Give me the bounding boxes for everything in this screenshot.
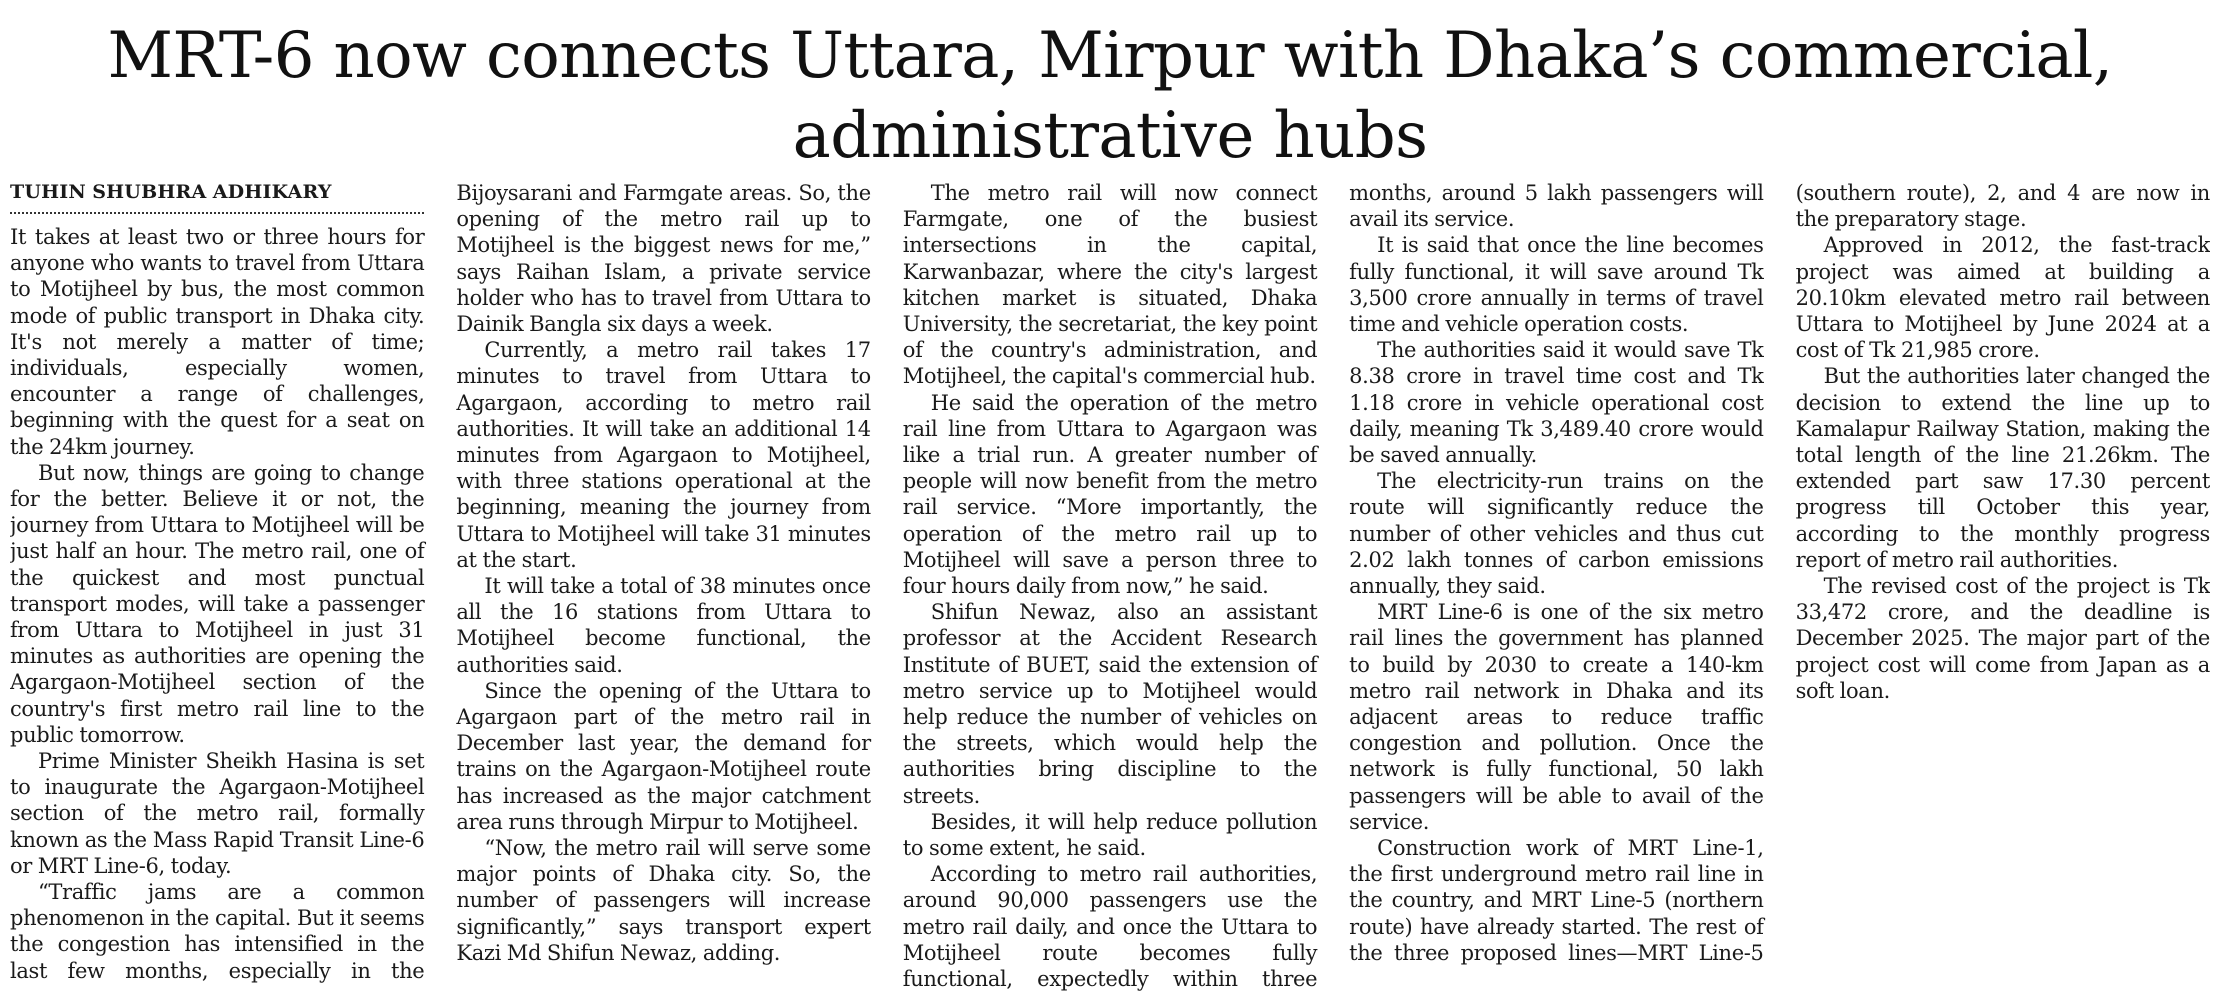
article-headline: MRT-6 now connects Uttara, Mirpur with Dhaka’s commercial, administrative hubs: [107, 19, 2113, 173]
article-body: [10, 180, 2210, 1000]
article-paragraph: Construction work of MRT Line-1, the first underground metro rail line in the country, and MRT Line-5 (northern route) have already started. The rest of the three proposed lines—MRT Line-5 (southern route), 2, and 4 are now in the preparatory stage.: [1349, 181, 2210, 965]
article-paragraph: It will take a total of 38 minutes once all the 16 stations from Uttara to Motijheel become functional, the authorities said.: [456, 574, 871, 677]
article-paragraph: The revised cost of the project is Tk 33,472 crore, and the deadline is December 2025. The major part of the project cost will come from Japan as a soft loan.: [1795, 574, 2210, 703]
article-paragraph: The metro rail will now connect Farmgate, one of the busiest intersections in the capital, Karwanbazar, where the city's largest kitchen market is situated, Dhaka University, the secretariat, the key point of the country's administration, and Motijheel, the capital's commercial hub.: [902, 181, 1318, 389]
article-paragraph: Shifun Newaz, also an assistant professor at the Accident Research Institute of BUET, said the extension of metro service up to Motijheel would help reduce the number of vehicles on the streets, which would help the authorities bring discipline to the streets.: [902, 600, 1318, 808]
article-paragraph: Prime Minister Sheikh Hasina is set to inaugurate the Agargaon-Motijheel section of the metro rail, formally known as the Mass Rapid Transit Line-6 or MRT Line-6, today.: [10, 749, 425, 878]
article-paragraph: “Now, the metro rail will serve some major points of Dhaka city. So, the number of passengers will increase significantly,” says transport expert Kazi Md Shifun Newaz, adding.: [456, 836, 871, 965]
article-paragraph: But the authorities later changed the decision to extend the line up to Kamalapur Railway Station, making the total length of the line 21.26km. The extended part saw 17.30 percent progress till October this year, according to the monthly progress report of metro rail authorities.: [1795, 364, 2210, 572]
article-paragraph: It is said that once the line becomes fully functional, it will save around Tk 3,500 crore annually in terms of travel time and vehicle operation costs.: [1349, 233, 1764, 337]
article-paragraph: He said the operation of the metro rail line from Uttara to Agargaon was like a trial run. A greater number of people will now benefit from the metro rail service. “More importantly, the operation of the metro rail up to Motijheel will save a person three to four hours daily from now,” he said.: [902, 390, 1318, 599]
article-byline: TUHIN SHUBHRA ADHIKARY: [10, 180, 424, 214]
article-paragraph: But now, things are going to change for the better. Believe it or not, the journey from Uttara to Motijheel will be just half an hour. The metro rail, one of the quickest and most punctual transport modes, will take a passenger from Uttara to Motijheel in just 31 minutes as authorities are opening the Agargaon-Motijheel section of the country's first metro rail line to the public tomorrow.: [10, 460, 425, 747]
article-paragraph: Since the opening of the Uttara to Agargaon part of the metro rail in December last year, the demand for trains on the Agargaon-Motijheel route has increased as the major catchment area runs through Mirpur to Motijheel.: [456, 678, 871, 834]
article-paragraph: MRT Line-6 is one of the six metro rail lines the government has planned to build by 2030 to create a 140-km metro rail network in Dhaka and its adjacent areas to reduce traffic congestion and pollution. Once the network is fully functional, 50 lakh passengers will be able to avail of the service.: [1349, 600, 1764, 834]
article-paragraph: According to metro rail authorities, around 90,000 passengers use the metro rail daily, and once the Uttara to Motijheel route becomes fully functional, expectedly within three months, around 5 lakh passengers will avail its service.: [902, 181, 1764, 992]
article-paragraph: “Traffic jams are a common phenomenon in the capital. But it seems the congestion has intensified in the last few months, especially in the Bijoysarani and Farmgate areas. So, the opening of the metro rail up to Motijheel is the biggest news for me,” says Raihan Islam, a private service holder who has to travel from Uttara to Dainik Bangla six days a week.: [10, 181, 871, 983]
article-paragraph: Currently, a metro rail takes 17 minutes to travel from Uttara to Agargaon, according to metro rail authorities. It will take an additional 14 minutes from Agargaon to Motijheel, with three stations operational at the beginning, meaning the journey from Uttara to Motijheel will take 31 minutes at the start.: [456, 338, 871, 572]
article-paragraph: Besides, it will help reduce pollution to some extent, he said.: [902, 809, 1318, 861]
article-paragraph: It takes at least two or three hours for anyone who wants to travel from Uttara to Motijheel by bus, the most common mode of public transport in Dhaka city. It's not merely a matter of time; individuals, especially women, encounter a range of challenges, beginning with the quest for a seat on the 24km journey.: [10, 225, 425, 459]
article-paragraph: The authorities said it would save Tk 8.38 crore in travel time cost and Tk 1.18 crore in vehicle operational cost daily, meaning Tk 3,489.40 crore would be saved annually.: [1349, 338, 1764, 468]
article-paragraph: The electricity-run trains on the route will significantly reduce the number of other vehicles and thus cut 2.02 lakh tonnes of carbon emissions annually, they said.: [1349, 469, 1764, 599]
article-paragraph: Approved in 2012, the fast-track project was aimed at building a 20.10km elevated metro rail between Uttara to Motijheel by June 2024 at a cost of Tk 21,985 crore.: [1795, 233, 2210, 363]
